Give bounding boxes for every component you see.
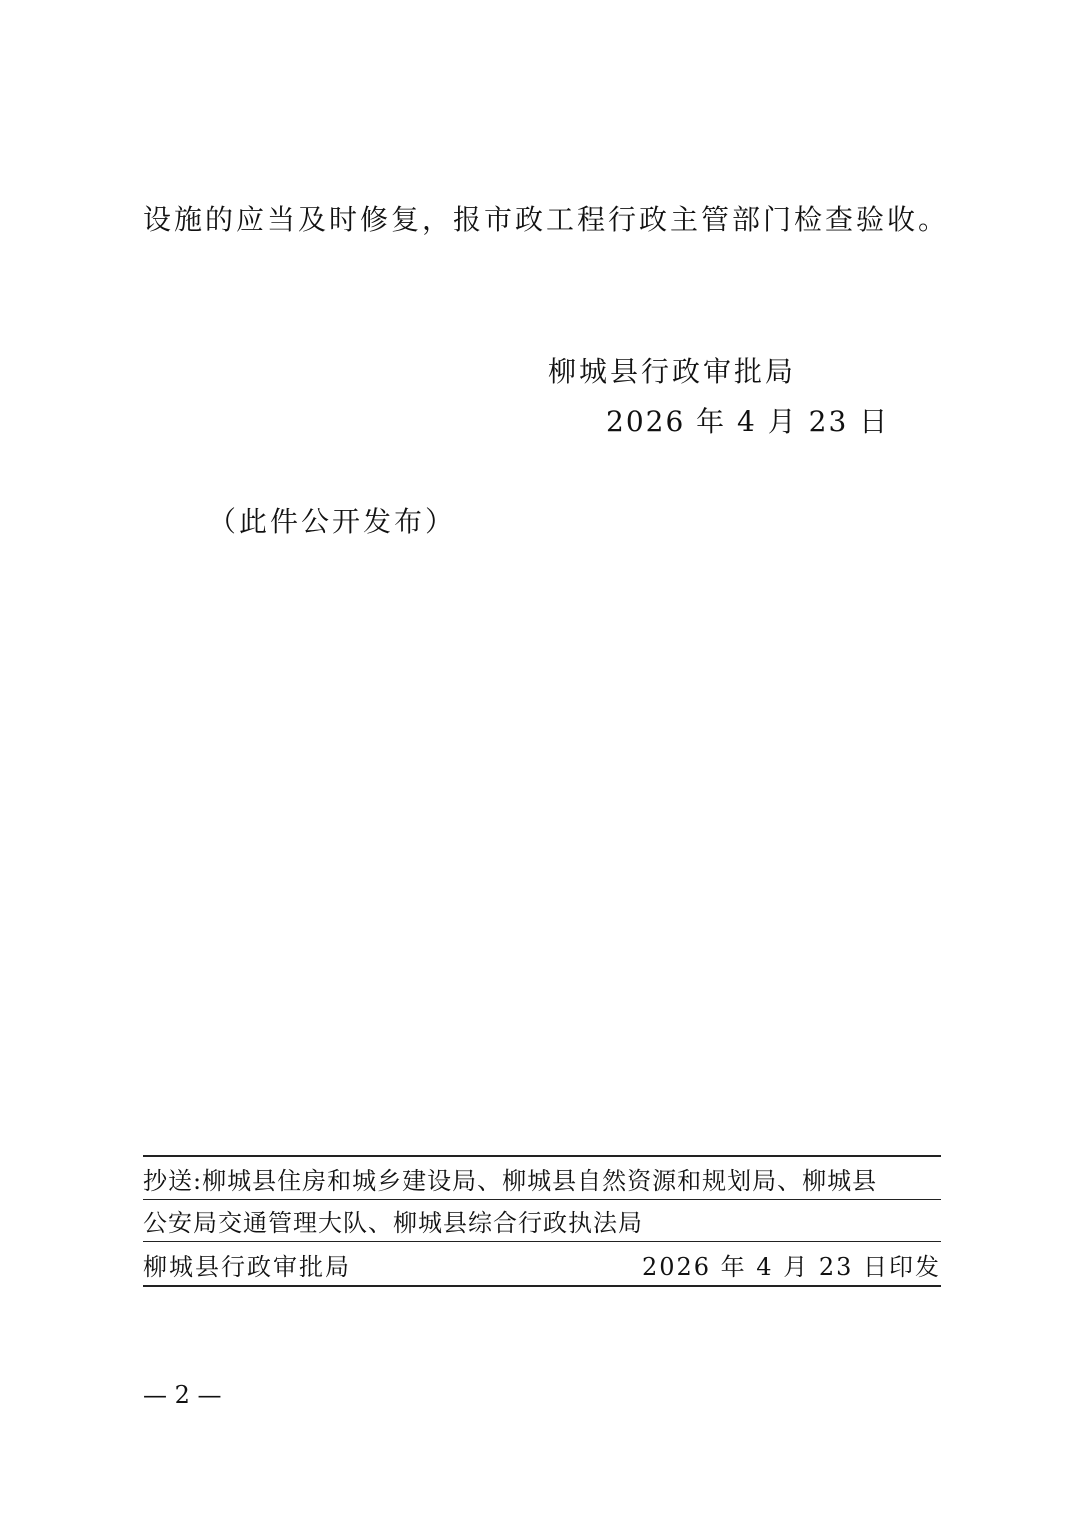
signature-organization: 柳城县行政审批局: [548, 355, 797, 388]
footer-rule-bottom: [143, 1285, 941, 1287]
issuer-organization: 柳城县行政审批局: [143, 1253, 351, 1281]
body-paragraph-tail: 设施的应当及时修复，报市政工程行政主管部门检查验收。: [143, 203, 950, 236]
cc-recipients-line-2: 公安局交通管理大队、柳城县综合行政执法局: [143, 1209, 643, 1237]
signature-date: 2026 年 4 月 23 日: [606, 405, 890, 438]
issue-date: 2026 年 4 月 23 日印发: [641, 1253, 941, 1281]
footer-rule-top: [143, 1155, 941, 1157]
public-release-note: （此件公开发布）: [208, 505, 457, 538]
page-number: — 2 —: [143, 1381, 222, 1409]
cc-recipients-line-1: 抄送:柳城县住房和城乡建设局、柳城县自然资源和规划局、柳城县: [143, 1167, 878, 1195]
footer-rule-1: [143, 1199, 941, 1200]
footer-rule-2: [143, 1241, 941, 1242]
